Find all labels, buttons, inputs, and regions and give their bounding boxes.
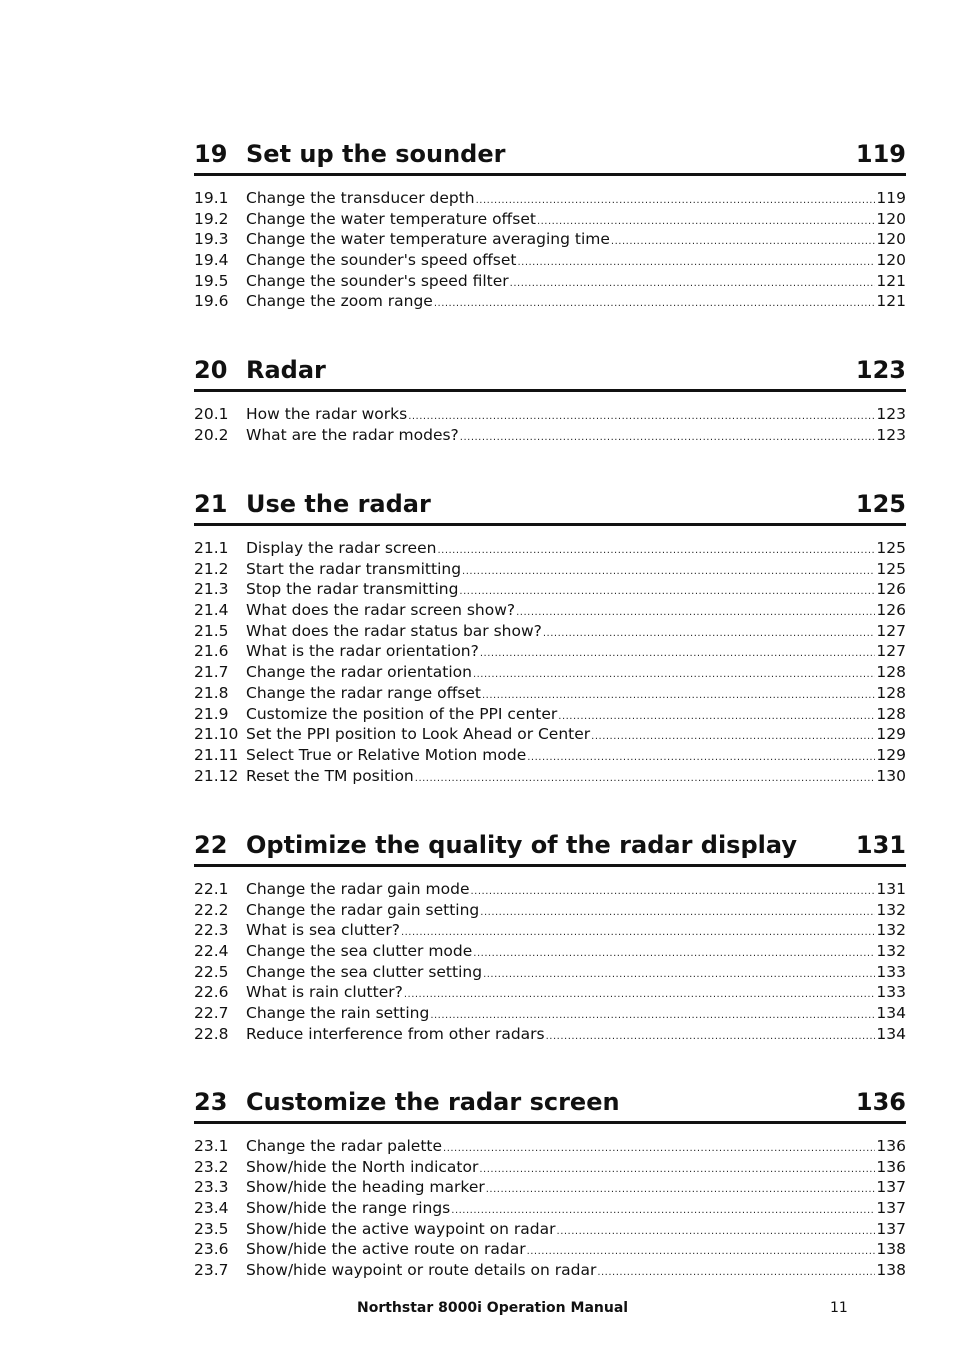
entry-list [194, 1136, 906, 1281]
chapter-number: 21 [194, 490, 228, 518]
entry-title: Reduce interference from other radars [246, 1024, 545, 1043]
entry-page-number: 125 [876, 539, 906, 557]
chapter-page-number: 136 [855, 1088, 906, 1116]
entry-page-number: 134 [876, 1004, 906, 1023]
toc-entry[interactable] [194, 900, 906, 921]
dot-leader [597, 1263, 875, 1284]
entry-list [194, 404, 906, 445]
entry-list [194, 879, 906, 1045]
entry-number: 23.6 [194, 1240, 229, 1259]
entry-page-number: 136 [876, 1137, 906, 1155]
chapter-section [194, 354, 906, 445]
entry-title: What are the radar modes? [246, 425, 459, 444]
entry-page-number: 138 [876, 1240, 906, 1259]
entry-page-number: 126 [876, 601, 906, 620]
entry-page-number: 128 [876, 704, 906, 723]
entry-page-number: 131 [876, 880, 906, 898]
chapter-page-number: 125 [855, 490, 906, 518]
toc-entry[interactable] [194, 982, 906, 1003]
toc-entry[interactable] [194, 1239, 906, 1260]
entry-number: 22.2 [194, 900, 229, 919]
entry-number: 23.3 [194, 1178, 229, 1197]
entry-page-number: 120 [876, 251, 906, 270]
footer-page-number: 11 [830, 1300, 848, 1316]
entry-number: 21.5 [194, 621, 229, 640]
entry-title: Show/hide waypoint or route details on radar [246, 1261, 597, 1280]
chapter-heading[interactable] [194, 488, 906, 526]
entry-number: 22.1 [194, 880, 229, 898]
entry-page-number: 132 [876, 900, 906, 919]
toc-entry[interactable] [194, 250, 906, 271]
toc-entry[interactable] [194, 600, 906, 621]
toc-entry[interactable] [194, 662, 906, 683]
chapter-page-number: 123 [855, 356, 906, 384]
entry-number: 19.3 [194, 230, 229, 249]
entry-page-number: 136 [876, 1157, 906, 1176]
entry-page-number: 121 [876, 271, 906, 290]
entry-title: Change the water temperature averaging time [246, 230, 610, 249]
toc-entry[interactable] [194, 879, 906, 900]
entry-page-number: 137 [876, 1219, 906, 1238]
entry-title: What is rain clutter? [246, 983, 403, 1002]
entry-page-number: 129 [876, 725, 906, 744]
entry-page-number: 121 [876, 292, 906, 311]
chapter-heading[interactable] [194, 829, 906, 867]
dot-leader [434, 294, 876, 315]
toc-entry[interactable] [194, 704, 906, 725]
toc-entry[interactable] [194, 291, 906, 312]
entry-title: Change the rain setting [246, 1004, 430, 1023]
toc-entry[interactable] [194, 425, 906, 446]
chapter-title: Radar [246, 356, 326, 384]
toc-entry[interactable] [194, 271, 906, 292]
entry-number: 21.8 [194, 683, 229, 702]
entry-title: Set the PPI position to Look Ahead or Center [246, 725, 591, 744]
toc-entry[interactable] [194, 1260, 906, 1281]
dot-leader [546, 1027, 876, 1048]
entry-number: 19.4 [194, 251, 229, 270]
entry-list [194, 188, 906, 312]
entry-page-number: 120 [876, 230, 906, 249]
entry-page-number: 132 [876, 921, 906, 940]
entry-number: 19.2 [194, 209, 229, 228]
chapter-heading[interactable] [194, 1086, 906, 1124]
toc-entry[interactable] [194, 1157, 906, 1178]
toc-entry[interactable] [194, 621, 906, 642]
entry-number: 22.5 [194, 962, 229, 981]
entry-title: Show/hide the heading marker [246, 1178, 485, 1197]
entry-title: Change the sea clutter mode [246, 942, 473, 961]
entry-title: Customize the position of the PPI center [246, 704, 558, 723]
toc-entry[interactable] [194, 920, 906, 941]
entry-list [194, 538, 906, 786]
entry-title: Change the zoom range [246, 292, 433, 311]
entry-number: 20.2 [194, 425, 229, 444]
entry-page-number: 129 [876, 745, 906, 764]
entry-number: 22.3 [194, 921, 229, 940]
toc-entry[interactable] [194, 641, 906, 662]
toc-entry[interactable] [194, 745, 906, 766]
entry-number: 23.1 [194, 1137, 229, 1155]
entry-title: What does the radar status bar show? [246, 621, 542, 640]
entry-title: Select True or Relative Motion mode [246, 745, 527, 764]
entry-title: Show/hide the North indicator [246, 1157, 479, 1176]
toc-entry[interactable] [194, 1024, 906, 1045]
entry-title: Change the radar gain mode [246, 880, 470, 898]
toc-entry[interactable] [194, 1219, 906, 1240]
toc-entry[interactable] [194, 209, 906, 230]
entry-page-number: 128 [876, 663, 906, 682]
toc-entry[interactable] [194, 683, 906, 704]
entry-number: 23.7 [194, 1261, 229, 1280]
chapter-title: Use the radar [246, 490, 431, 518]
entry-page-number: 119 [876, 189, 906, 207]
entry-page-number: 138 [876, 1261, 906, 1280]
entry-title: How the radar works [246, 405, 408, 423]
entry-page-number: 125 [876, 559, 906, 578]
entry-number: 21.11 [194, 745, 239, 764]
toc-entry[interactable] [194, 724, 906, 745]
entry-title: Change the radar palette [246, 1137, 443, 1155]
entry-number: 22.8 [194, 1024, 229, 1043]
toc-entry[interactable] [194, 538, 906, 559]
entry-number: 21.1 [194, 539, 229, 557]
toc-entry[interactable] [194, 559, 906, 580]
entry-title: Change the sounder's speed offset [246, 251, 517, 270]
entry-number: 21.2 [194, 559, 229, 578]
toc-entry[interactable] [194, 1003, 906, 1024]
entry-number: 22.6 [194, 983, 229, 1002]
toc-entry[interactable] [194, 229, 906, 250]
entry-number: 19.6 [194, 292, 229, 311]
entry-title: Show/hide the range rings [246, 1199, 451, 1218]
entry-page-number: 120 [876, 209, 906, 228]
chapter-number: 22 [194, 831, 228, 859]
entry-number: 22.4 [194, 942, 229, 961]
entry-number: 21.9 [194, 704, 229, 723]
toc-entry[interactable] [194, 1198, 906, 1219]
entry-page-number: 133 [876, 983, 906, 1002]
entry-page-number: 123 [876, 405, 906, 423]
entry-number: 21.10 [194, 725, 239, 744]
entry-number: 23.5 [194, 1219, 229, 1238]
entry-number: 21.4 [194, 601, 229, 620]
entry-title: What is the radar orientation? [246, 642, 479, 661]
entry-page-number: 133 [876, 962, 906, 981]
page-footer [0, 1300, 954, 1320]
entry-title: Change the radar orientation [246, 663, 472, 682]
toc-entry[interactable] [194, 766, 906, 787]
chapter-section [194, 1086, 906, 1281]
entry-title: Reset the TM position [246, 766, 414, 785]
entry-page-number: 132 [876, 942, 906, 961]
entry-title: Change the radar range offset [246, 683, 481, 702]
dot-leader [460, 428, 876, 449]
entry-title: What does the radar screen show? [246, 601, 516, 620]
chapter-page-number: 131 [855, 831, 906, 859]
entry-number: 19.1 [194, 189, 229, 207]
entry-page-number: 127 [876, 642, 906, 661]
entry-title: Start the radar transmitting [246, 559, 462, 578]
entry-page-number: 126 [876, 580, 906, 599]
entry-title: Change the transducer depth [246, 189, 475, 207]
toc-entry[interactable] [194, 579, 906, 600]
chapter-page-number: 119 [855, 140, 906, 168]
toc-entry[interactable] [194, 188, 906, 209]
entry-number: 23.4 [194, 1199, 229, 1218]
entry-page-number: 128 [876, 683, 906, 702]
chapter-heading[interactable] [194, 354, 906, 392]
chapter-section [194, 138, 906, 312]
entry-title: What is sea clutter? [246, 921, 400, 940]
toc-entry[interactable] [194, 962, 906, 983]
entry-number: 21.3 [194, 580, 229, 599]
toc-entry[interactable] [194, 404, 906, 425]
chapter-number: 19 [194, 140, 228, 168]
chapter-number: 20 [194, 356, 228, 384]
entry-number: 19.5 [194, 271, 229, 290]
entry-number: 21.12 [194, 766, 239, 785]
entry-number: 23.2 [194, 1157, 229, 1176]
entry-title: Change the sounder's speed filter [246, 271, 509, 290]
entry-title: Change the water temperature offset [246, 209, 536, 228]
entry-title: Show/hide the active route on radar [246, 1240, 526, 1259]
entry-number: 22.7 [194, 1004, 229, 1023]
entry-title: Show/hide the active waypoint on radar [246, 1219, 556, 1238]
toc-entry[interactable] [194, 941, 906, 962]
entry-page-number: 137 [876, 1199, 906, 1218]
entry-page-number: 123 [876, 425, 906, 444]
chapter-number: 23 [194, 1088, 228, 1116]
entry-page-number: 127 [876, 621, 906, 640]
toc-entry[interactable] [194, 1177, 906, 1198]
dot-leader [415, 769, 876, 790]
toc-entry[interactable] [194, 1136, 906, 1157]
entry-title: Display the radar screen [246, 539, 437, 557]
entry-page-number: 134 [876, 1024, 906, 1043]
footer-manual-title: Northstar 8000i Operation Manual [357, 1300, 629, 1316]
chapter-section [194, 488, 906, 786]
chapter-title: Optimize the quality of the radar display [246, 831, 797, 859]
entry-title: Change the sea clutter setting [246, 962, 483, 981]
chapter-title: Customize the radar screen [246, 1088, 620, 1116]
chapter-section [194, 829, 906, 1045]
entry-page-number: 137 [876, 1178, 906, 1197]
entry-title: Change the radar gain setting [246, 900, 480, 919]
entry-number: 20.1 [194, 405, 229, 423]
entry-number: 21.6 [194, 642, 229, 661]
entry-number: 21.7 [194, 663, 229, 682]
chapter-title: Set up the sounder [246, 140, 506, 168]
entry-page-number: 130 [876, 766, 906, 785]
entry-title: Stop the radar transmitting [246, 580, 459, 599]
chapter-heading[interactable] [194, 138, 906, 176]
